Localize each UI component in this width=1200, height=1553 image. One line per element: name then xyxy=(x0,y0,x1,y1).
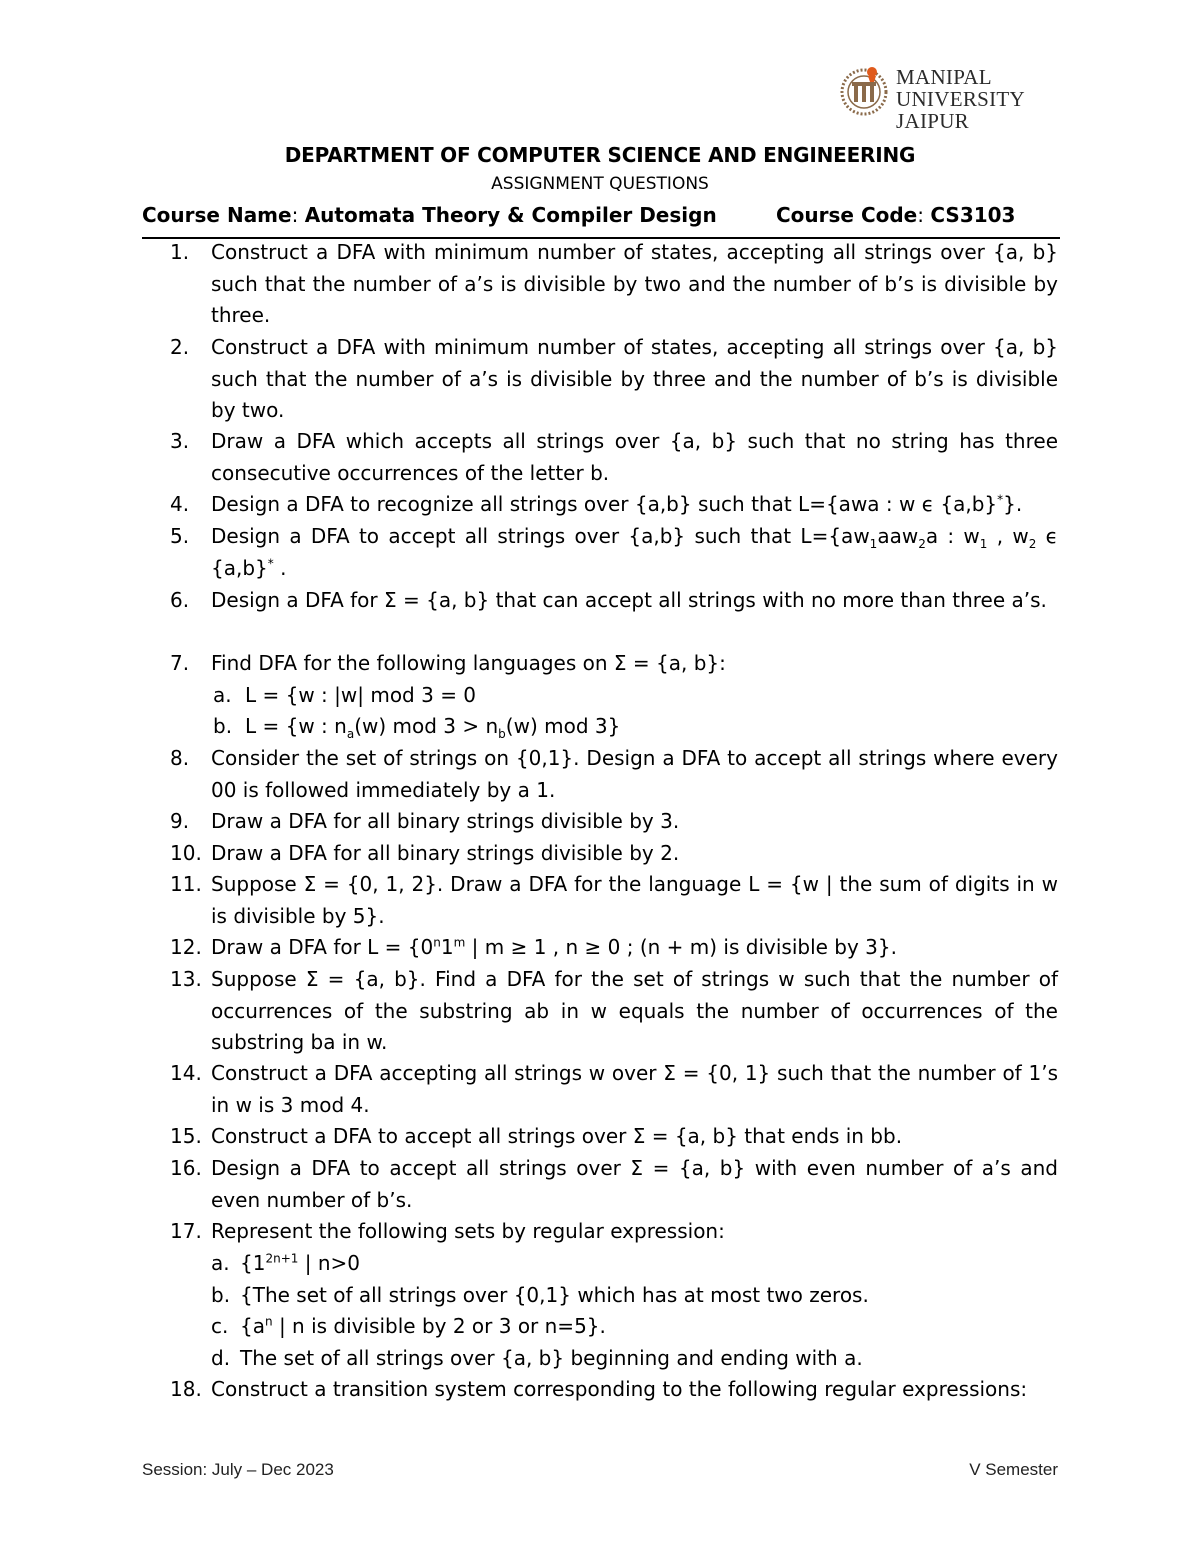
question-number: 10. xyxy=(170,841,202,865)
footer-semester: V Semester xyxy=(969,1460,1058,1479)
question-text-part: 1 xyxy=(440,935,454,959)
question-text-part: | m ≥ 1 , n ≥ 0 ; (n + m) is divisible by 3}. xyxy=(465,935,897,959)
question-text: Consider the set of strings on {0,1}. Design a DFA to accept all strings where every 00 is followed immediately by a 1. xyxy=(211,746,1058,802)
question-text-part: Design a DFA to recognize all strings over {a,b} such that L={awa : w ϵ {a,b} xyxy=(211,492,998,516)
university-name xyxy=(896,66,1118,132)
question-number: a. xyxy=(211,1251,230,1275)
question-text: Design a DFA for Σ = {a, b} that can accept all strings with no more than three a’s. xyxy=(211,588,1047,612)
question-text xyxy=(211,932,1058,964)
question-18 xyxy=(170,1374,1058,1406)
question-text: L = {w : |w| mod 3 = 0 xyxy=(245,683,477,707)
question-text-part: , w xyxy=(987,524,1029,548)
assignment-subtitle: ASSIGNMENT QUESTIONS xyxy=(491,174,709,194)
question-5 xyxy=(170,521,1058,584)
question-number: 15. xyxy=(170,1124,202,1148)
question-text: Draw a DFA for all binary strings divisible by 3. xyxy=(211,809,680,833)
question-text-part: }. xyxy=(1003,492,1023,516)
question-number: 14. xyxy=(170,1061,202,1085)
question-number: 3. xyxy=(170,429,190,453)
question-text-part: a : w xyxy=(925,524,980,548)
question-text: {The set of all strings over {0,1} which has at most two zeros. xyxy=(240,1283,869,1307)
course-name: Automata Theory & Compiler Design xyxy=(304,203,717,227)
course-code-line: Course Code: CS3103 xyxy=(776,203,1016,227)
university-emblem-icon xyxy=(838,62,890,124)
question-number: d. xyxy=(211,1346,231,1370)
subscript: 2 xyxy=(1028,537,1037,551)
question-text: Find DFA for the following languages on Σ = {a, b}: xyxy=(211,651,726,675)
question-8 xyxy=(170,743,1058,806)
question-10 xyxy=(170,838,1058,870)
question-text: Construct a DFA accepting all strings w over Σ = {0, 1} such that the number of 1’s in w is 3 mod 4. xyxy=(211,1061,1058,1117)
question-text: Construct a DFA with minimum number of states, accepting all strings over {a, b} such that the number of a’s is divisible by three and the number of b’s is divisible by two. xyxy=(211,335,1058,422)
question-number: 7. xyxy=(170,651,190,675)
question-number: 13. xyxy=(170,967,202,991)
question-13 xyxy=(170,964,1058,1059)
question-text: Construct a DFA to accept all strings over Σ = {a, b} that ends in bb. xyxy=(211,1124,903,1148)
footer-session: Session: July – Dec 2023 xyxy=(142,1460,334,1479)
question-text: Draw a DFA for all binary strings divisible by 2. xyxy=(211,841,680,865)
question-16 xyxy=(170,1153,1058,1216)
question-text-part: (w) mod 3 > n xyxy=(354,714,499,738)
question-17d xyxy=(211,1343,1058,1375)
question-number: b. xyxy=(213,714,233,738)
question-text-part: (w) mod 3} xyxy=(505,714,621,738)
question-number: 1. xyxy=(170,240,190,264)
question-text xyxy=(211,521,1058,584)
question-12 xyxy=(170,932,1058,964)
subscript: a xyxy=(346,727,355,741)
question-17 xyxy=(170,1216,1058,1248)
question-1 xyxy=(170,237,1058,332)
superscript: n xyxy=(264,1314,273,1329)
course-code: CS3103 xyxy=(930,203,1016,227)
question-number: 16. xyxy=(170,1156,202,1180)
question-text-part: {1 xyxy=(240,1251,266,1275)
question-number: 5. xyxy=(170,524,190,548)
superscript: m xyxy=(453,935,466,950)
superscript: 2n+1 xyxy=(265,1251,299,1266)
question-number: 2. xyxy=(170,335,190,359)
question-17b xyxy=(211,1280,1058,1312)
question-11 xyxy=(170,869,1058,932)
question-number: c. xyxy=(211,1314,229,1338)
superscript: n xyxy=(433,935,441,950)
question-text: Represent the following sets by regular expression: xyxy=(211,1219,725,1243)
question-text-part: L = {w : n xyxy=(245,714,347,738)
question-17c xyxy=(211,1311,1058,1343)
question-9 xyxy=(170,806,1058,838)
question-number: a. xyxy=(213,683,232,707)
question-text xyxy=(240,1248,1058,1280)
university-name-line1: MANIPAL UNIVERSITY xyxy=(896,65,1025,111)
question-number: 9. xyxy=(170,809,190,833)
question-text-part: Draw a DFA for L = {0 xyxy=(211,935,434,959)
question-text: Construct a transition system corresponding to the following regular expressions: xyxy=(211,1377,1028,1401)
superscript: * xyxy=(997,492,1004,507)
question-7 xyxy=(170,648,1058,680)
question-text xyxy=(245,711,1058,743)
question-text xyxy=(211,489,1058,521)
question-7b xyxy=(213,711,1058,743)
question-number: 12. xyxy=(170,935,202,959)
question-text-part: {a xyxy=(240,1314,265,1338)
question-text-part: Design a DFA to accept all strings over {a,b} such that L={aw xyxy=(211,524,870,548)
question-15 xyxy=(170,1121,1058,1153)
question-text xyxy=(240,1311,1058,1343)
question-number: 11. xyxy=(170,872,202,896)
question-7a xyxy=(213,680,1058,712)
question-text-part: aaw xyxy=(877,524,919,548)
question-text: Construct a DFA with minimum number of states, accepting all strings over {a, b} such that the number of a’s is divisible by two and the number of b’s is divisible by three. xyxy=(211,240,1058,327)
university-logo xyxy=(838,62,1118,133)
question-text: Draw a DFA which accepts all strings over {a, b} such that no string has three consecutive occurrences of the letter b. xyxy=(211,429,1058,485)
question-text-part: . xyxy=(273,555,287,580)
question-number: 17. xyxy=(170,1219,202,1243)
question-2 xyxy=(170,332,1058,427)
question-text: Design a DFA to accept all strings over Σ = {a, b} with even number of a’s and even number of b’s. xyxy=(211,1156,1058,1212)
question-number: 4. xyxy=(170,492,190,516)
course-name-line: Course Name: Automata Theory & Compiler Design xyxy=(142,203,717,227)
question-text: The set of all strings over {a, b} beginning and ending with a. xyxy=(240,1346,863,1370)
question-6 xyxy=(170,585,1058,617)
question-number: 6. xyxy=(170,588,190,612)
course-code-label: Course Code xyxy=(776,203,918,227)
question-3 xyxy=(170,426,1058,489)
question-number: 18. xyxy=(170,1377,202,1401)
question-4 xyxy=(170,489,1058,521)
question-14 xyxy=(170,1058,1058,1121)
question-number: b. xyxy=(211,1283,231,1307)
university-name-line2: JAIPUR xyxy=(896,109,969,133)
department-title: DEPARTMENT OF COMPUTER SCIENCE AND ENGINEERING xyxy=(284,143,916,167)
subscript: 2 xyxy=(918,537,926,551)
question-number: 8. xyxy=(170,746,190,770)
question-text-part: ϵ {a,b} xyxy=(211,524,1058,580)
course-name-label: Course Name xyxy=(142,203,292,227)
question-17a xyxy=(211,1248,1058,1280)
subscript: 1 xyxy=(869,537,878,551)
superscript: * xyxy=(267,555,274,570)
question-text: Suppose Σ = {a, b}. Find a DFA for the set of strings w such that the number of occurrences of the substring ab in w equals the number of occurrences of the substring ba in w. xyxy=(211,967,1058,1054)
subscript: 1 xyxy=(979,537,988,551)
subscript: b xyxy=(498,727,506,741)
question-text: Suppose Σ = {0, 1, 2}. Draw a DFA for the language L = {w | the sum of digits in w is divisible by 5}. xyxy=(211,872,1058,928)
question-text-part: | n>0 xyxy=(298,1251,361,1275)
question-text-part: | n is divisible by 2 or 3 or n=5}. xyxy=(272,1314,606,1338)
